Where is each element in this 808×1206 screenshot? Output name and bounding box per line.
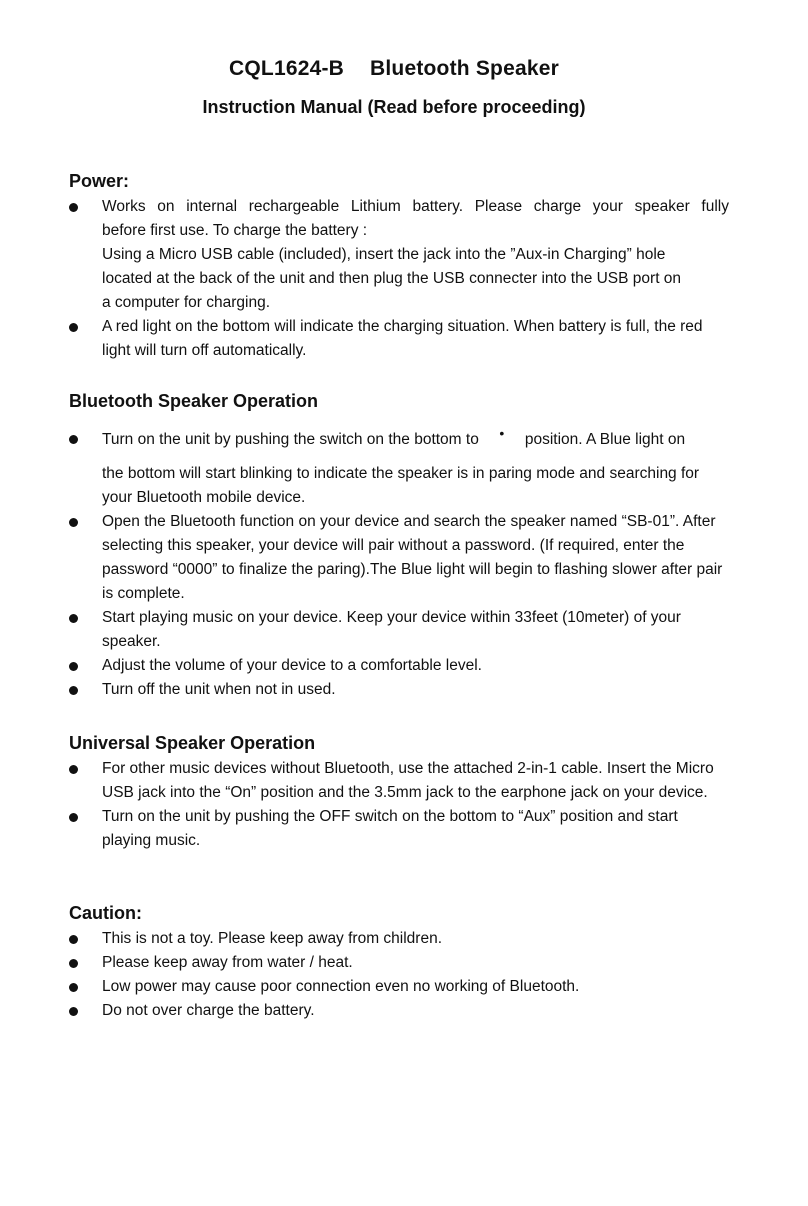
power-b1-line5: a computer for charging. — [102, 294, 271, 311]
list-item — [69, 654, 729, 678]
bluetooth-heading: Bluetooth Speaker Operation — [69, 391, 319, 411]
model-number: CQL1624-B — [229, 57, 345, 80]
list-item — [69, 195, 729, 315]
universal-b1: For other music devices without Bluetooth, use the attached 2-in-1 cable. Insert the Micro USB jack into the “On” position and the 3.5mm jack to the earphone jack on your device. — [102, 760, 714, 801]
bullet-icon — [69, 435, 78, 444]
product-name: Bluetooth Speaker — [370, 57, 559, 80]
caution-b3: Low power may cause poor connection even no working of Bluetooth. — [102, 978, 580, 995]
bullet-icon — [69, 686, 78, 695]
bullet-icon — [69, 813, 78, 822]
bluetooth-b4: Adjust the volume of your device to a comfortable level. — [102, 657, 482, 674]
switch-position-dot-icon: • — [499, 425, 505, 441]
bluetooth-b5: Turn off the unit when not in used. — [102, 681, 336, 698]
caution-heading: Caution: — [69, 903, 142, 923]
bullet-icon — [69, 614, 78, 623]
bluetooth-b2: Open the Bluetooth function on your device and search the speaker named “SB-01”. After selecting this speaker, your device will pair without a password. (If required, enter the password “0000” to finalize the paring).The Blue light will begin to flashing slower after pair is complete. — [102, 513, 723, 602]
power-b1-line2: before first use. To charge the battery : — [102, 222, 368, 239]
universal-b2: Turn on the unit by pushing the OFF switch on the bottom to “Aux” position and start playing music. — [102, 808, 678, 849]
caution-b4: Do not over charge the battery. — [102, 1002, 315, 1019]
power-b1-line3: Using a Micro USB cable (included), insert the jack into the ”Aux-in Charging” hole — [102, 246, 666, 263]
bullet-icon — [69, 959, 78, 968]
list-item — [69, 975, 729, 999]
list-item — [69, 427, 729, 510]
list-item — [69, 510, 729, 606]
list-item — [69, 757, 729, 805]
power-b1-line1: Works on internal rechargeable Lithium battery. Please charge your speaker fully — [102, 198, 729, 215]
power-b1-line4: located at the back of the unit and then plug the USB connecter into the USB port on — [102, 270, 682, 287]
list-item — [69, 951, 729, 975]
list-item — [69, 927, 729, 951]
bullet-icon — [69, 323, 78, 332]
power-section — [69, 170, 729, 363]
document-subtitle: Instruction Manual (Read before proceeding) — [202, 97, 586, 117]
caution-section — [69, 902, 729, 1023]
power-b2: A red light on the bottom will indicate the charging situation. When battery is full, the red light will turn off automatically. — [102, 318, 703, 359]
universal-heading: Universal Speaker Operation — [69, 733, 316, 753]
bullet-icon — [69, 662, 78, 671]
bullet-icon — [69, 765, 78, 774]
bluetooth-b1-part2: position. A Blue light on — [524, 431, 686, 448]
bullet-icon — [69, 1007, 78, 1016]
power-heading: Power: — [69, 171, 130, 191]
list-item — [69, 999, 729, 1023]
bullet-icon — [69, 935, 78, 944]
list-item — [69, 805, 729, 853]
caution-b2: Please keep away from water / heat. — [102, 954, 353, 971]
bluetooth-b1-rest: the bottom will start blinking to indicate the speaker is in paring mode and searching for your Bluetooth mobile device. — [102, 465, 700, 506]
bullet-icon — [69, 203, 78, 212]
list-item — [69, 678, 729, 702]
bullet-icon — [69, 983, 78, 992]
bullet-icon — [69, 518, 78, 527]
list-item — [69, 315, 729, 363]
bluetooth-section — [69, 390, 729, 702]
universal-section — [69, 732, 729, 853]
document-title — [0, 57, 788, 81]
caution-b1: This is not a toy. Please keep away from children. — [102, 930, 443, 947]
list-item — [69, 606, 729, 654]
bluetooth-b1-part1: Turn on the unit by pushing the switch on the bottom to — [102, 431, 479, 448]
bluetooth-b3: Start playing music on your device. Keep your device within 33feet (10meter) of your speaker. — [102, 609, 681, 650]
